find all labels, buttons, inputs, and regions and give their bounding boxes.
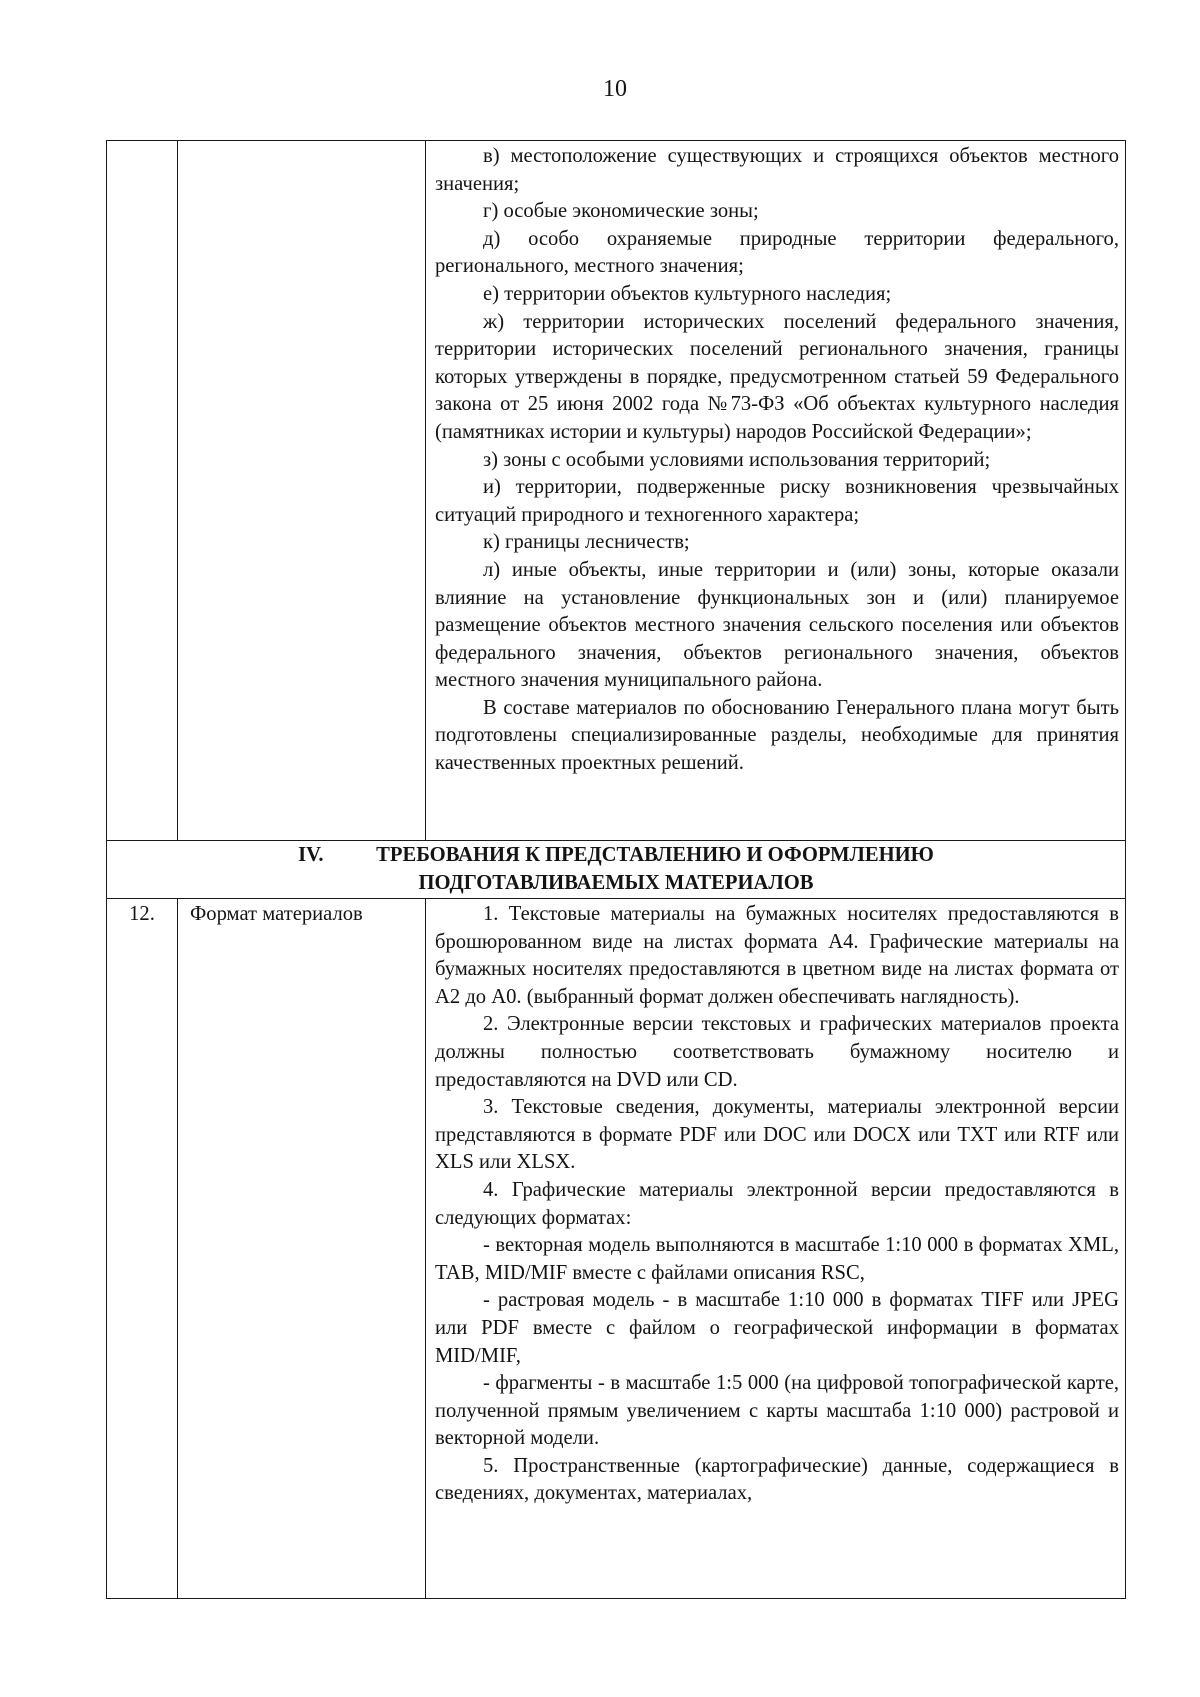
- paragraph: е) территории объектов культурного наследия;: [483, 282, 892, 305]
- paragraph: ж) территории исторических поселений федерального значения, территории исторических поселений регионального значения, границы которых утверждены в порядке, предусмотренном статьей 59 Федерального закона от 25 июня 2002 года №73-ФЗ «Об объектах культурного наследия (памятниках истории и культуры) народов Российской Федерации»;: [435, 310, 1119, 443]
- paragraph: - растровая модель - в масштабе 1:10 000 в форматах TIFF или JPEG или PDF вместе с файлом о географической информации в форматах MID/MIF,: [435, 1289, 1119, 1367]
- paragraph: - фрагменты - в масштабе 1:5 000 (на цифровой топографической карте, полученной прямым увеличением с карты масштаба 1:10 000) растровой и векторной модели.: [435, 1372, 1119, 1450]
- paragraph: г) особые экономические зоны;: [483, 200, 759, 223]
- paragraph: к) границы лесничеств;: [483, 531, 690, 554]
- paragraph: з) зоны с особыми условиями использования территорий;: [483, 448, 991, 471]
- paragraph: - векторная модель выполняются в масштабе 1:10 000 в форматах XML, TAB, MID/MIF вместе с файлами описания RSC,: [435, 1234, 1119, 1284]
- paragraph: д) особо охраняемые природные территории федерального, регионального, местного значения;: [435, 227, 1119, 278]
- paragraph: 4. Графические материалы электронной версии предоставляются в следующих форматах:: [435, 1178, 1119, 1229]
- section-title-line-1: ТРЕБОВАНИЯ К ПРЕДСТАВЛЕНИЮ И ОФОРМЛЕНИЮ: [376, 844, 934, 866]
- paragraph: л) иные объекты, иные территории и (или) зоны, которые оказали влияние на установление функциональных зон и (или) планируемое размещение объектов местного значения сельского поселения или объектов федерального значения, объектов регионального значения, объектов местного значения муниципального района.: [435, 558, 1119, 692]
- row-number-cell: 12.: [107, 899, 178, 1599]
- paragraph: 5. Пространственные (картографические) данные, содержащиеся в сведениях, документах, материалах,: [435, 1454, 1119, 1505]
- paragraph: и) территории, подверженные риску возникновения чрезвычайных ситуаций природного и техногенного характера;: [435, 476, 1119, 526]
- table-row-12: [107, 899, 1126, 1599]
- section-numeral: IV.: [298, 844, 324, 866]
- section-title-line-2: ПОДГОТАВЛИВАЕМЫХ МАТЕРИАЛОВ: [418, 872, 814, 894]
- row-description-cell: [426, 141, 1126, 841]
- paragraph: 3. Текстовые сведения, документы, материалы электронной версии представляются в формате PDF или DOC или DOCX или TXT или RTF или XLS или XLSX.: [435, 1096, 1119, 1174]
- row-name-cell: Формат материалов: [178, 899, 426, 1599]
- paragraph: 1. Текстовые материалы на бумажных носителях предоставляются в брошюрованном виде на листах формата А4. Графические материалы на бумажных носителях предоставляются в цветном виде на листах формата от А2 до А0. (выбранный формат должен обеспечивать наглядность).: [435, 903, 1119, 1008]
- section-heading-row: [107, 841, 1126, 899]
- paragraph: в) местоположение существующих и строящихся объектов местного значения;: [435, 145, 1119, 195]
- page-number: 10: [603, 76, 627, 102]
- row-name-cell: [178, 141, 426, 841]
- requirements-table: [106, 140, 1126, 1599]
- section-heading-line-1: [107, 841, 1125, 869]
- row-description-cell: [426, 899, 1126, 1599]
- paragraph: В составе материалов по обоснованию Генерального плана могут быть подготовлены специализированные разделы, необходимые для принятия качественных проектных решений.: [435, 696, 1119, 775]
- table-row-continued: [107, 141, 1126, 841]
- row-number-cell: [107, 141, 178, 841]
- section-heading: [107, 841, 1126, 899]
- paragraph: 2. Электронные версии текстовых и графических материалов проекта должны полностью соответствовать бумажному носителю и предоставляются на DVD или CD.: [435, 1013, 1119, 1091]
